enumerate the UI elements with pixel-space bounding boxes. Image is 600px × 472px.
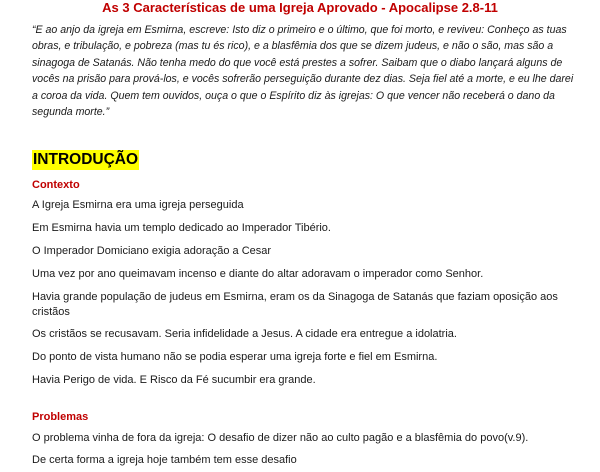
contexto-paragraph: O Imperador Domiciano exigia adoração a Cesar bbox=[32, 245, 272, 257]
contexto-paragraph: Havia Perigo de vida. E Risco da Fé sucumbir era grande. bbox=[32, 374, 316, 386]
contexto-paragraph: Em Esmirna havia um templo dedicado ao Imperador Tibério. bbox=[32, 222, 331, 234]
contexto-paragraph: A Igreja Esmirna era uma igreja perseguida bbox=[32, 199, 244, 211]
contexto-paragraph: Uma vez por ano queimavam incenso e diante do altar adoravam o imperador como Senhor. bbox=[32, 268, 484, 280]
problemas-heading: Problemas bbox=[32, 411, 89, 423]
contexto-heading: Contexto bbox=[32, 179, 80, 191]
document-title: As 3 Características de uma Igreja Aprovado - Apocalipse 2.8-11 bbox=[102, 0, 498, 15]
introduction-heading: INTRODUÇÃO bbox=[33, 151, 139, 168]
scripture-quote: “E ao anjo da igreja em Esmirna, escreve: Isto diz o primeiro e o último, que foi morto, e reviveu: Conheço as tuas obras, e tribulação, e pobreza (mas tu és rico), e a blasfêmia dos que se dizem judeus, e não o são, mas são a sinagoga de Satanás. Não tenha medo do que você está prestes a sofrer. Saibam que o diabo lançará alguns de vocês na prisão para prová-los, e vocês sofrerão perseguição durante dez dias. Seja fiel até a morte, e eu lhe darei a coroa da vida. Quem tem ouvidos, ouça o que o Espírito diz às igrejas: O que vencer não receberá o dano da segunda morte.” bbox=[32, 24, 574, 119]
contexto-paragraph: Havia grande população de judeus em Esmirna, eram os da Sinagoga de Satanás que faziam oposição aos cristãos bbox=[32, 291, 558, 318]
problemas-paragraph: De certa forma a igreja hoje também tem esse desafio bbox=[32, 454, 297, 466]
contexto-paragraph: Do ponto de vista humano não se podia esperar uma igreja forte e fiel em Esmirna. bbox=[32, 351, 438, 363]
contexto-paragraph: Os cristãos se recusavam. Seria infidelidade a Jesus. A cidade era entregue a idolatria. bbox=[32, 328, 457, 340]
problemas-paragraph: O problema vinha de fora da igreja: O desafio de dizer não ao culto pagão e a blasfêmia do povo(v.9). bbox=[32, 432, 529, 444]
